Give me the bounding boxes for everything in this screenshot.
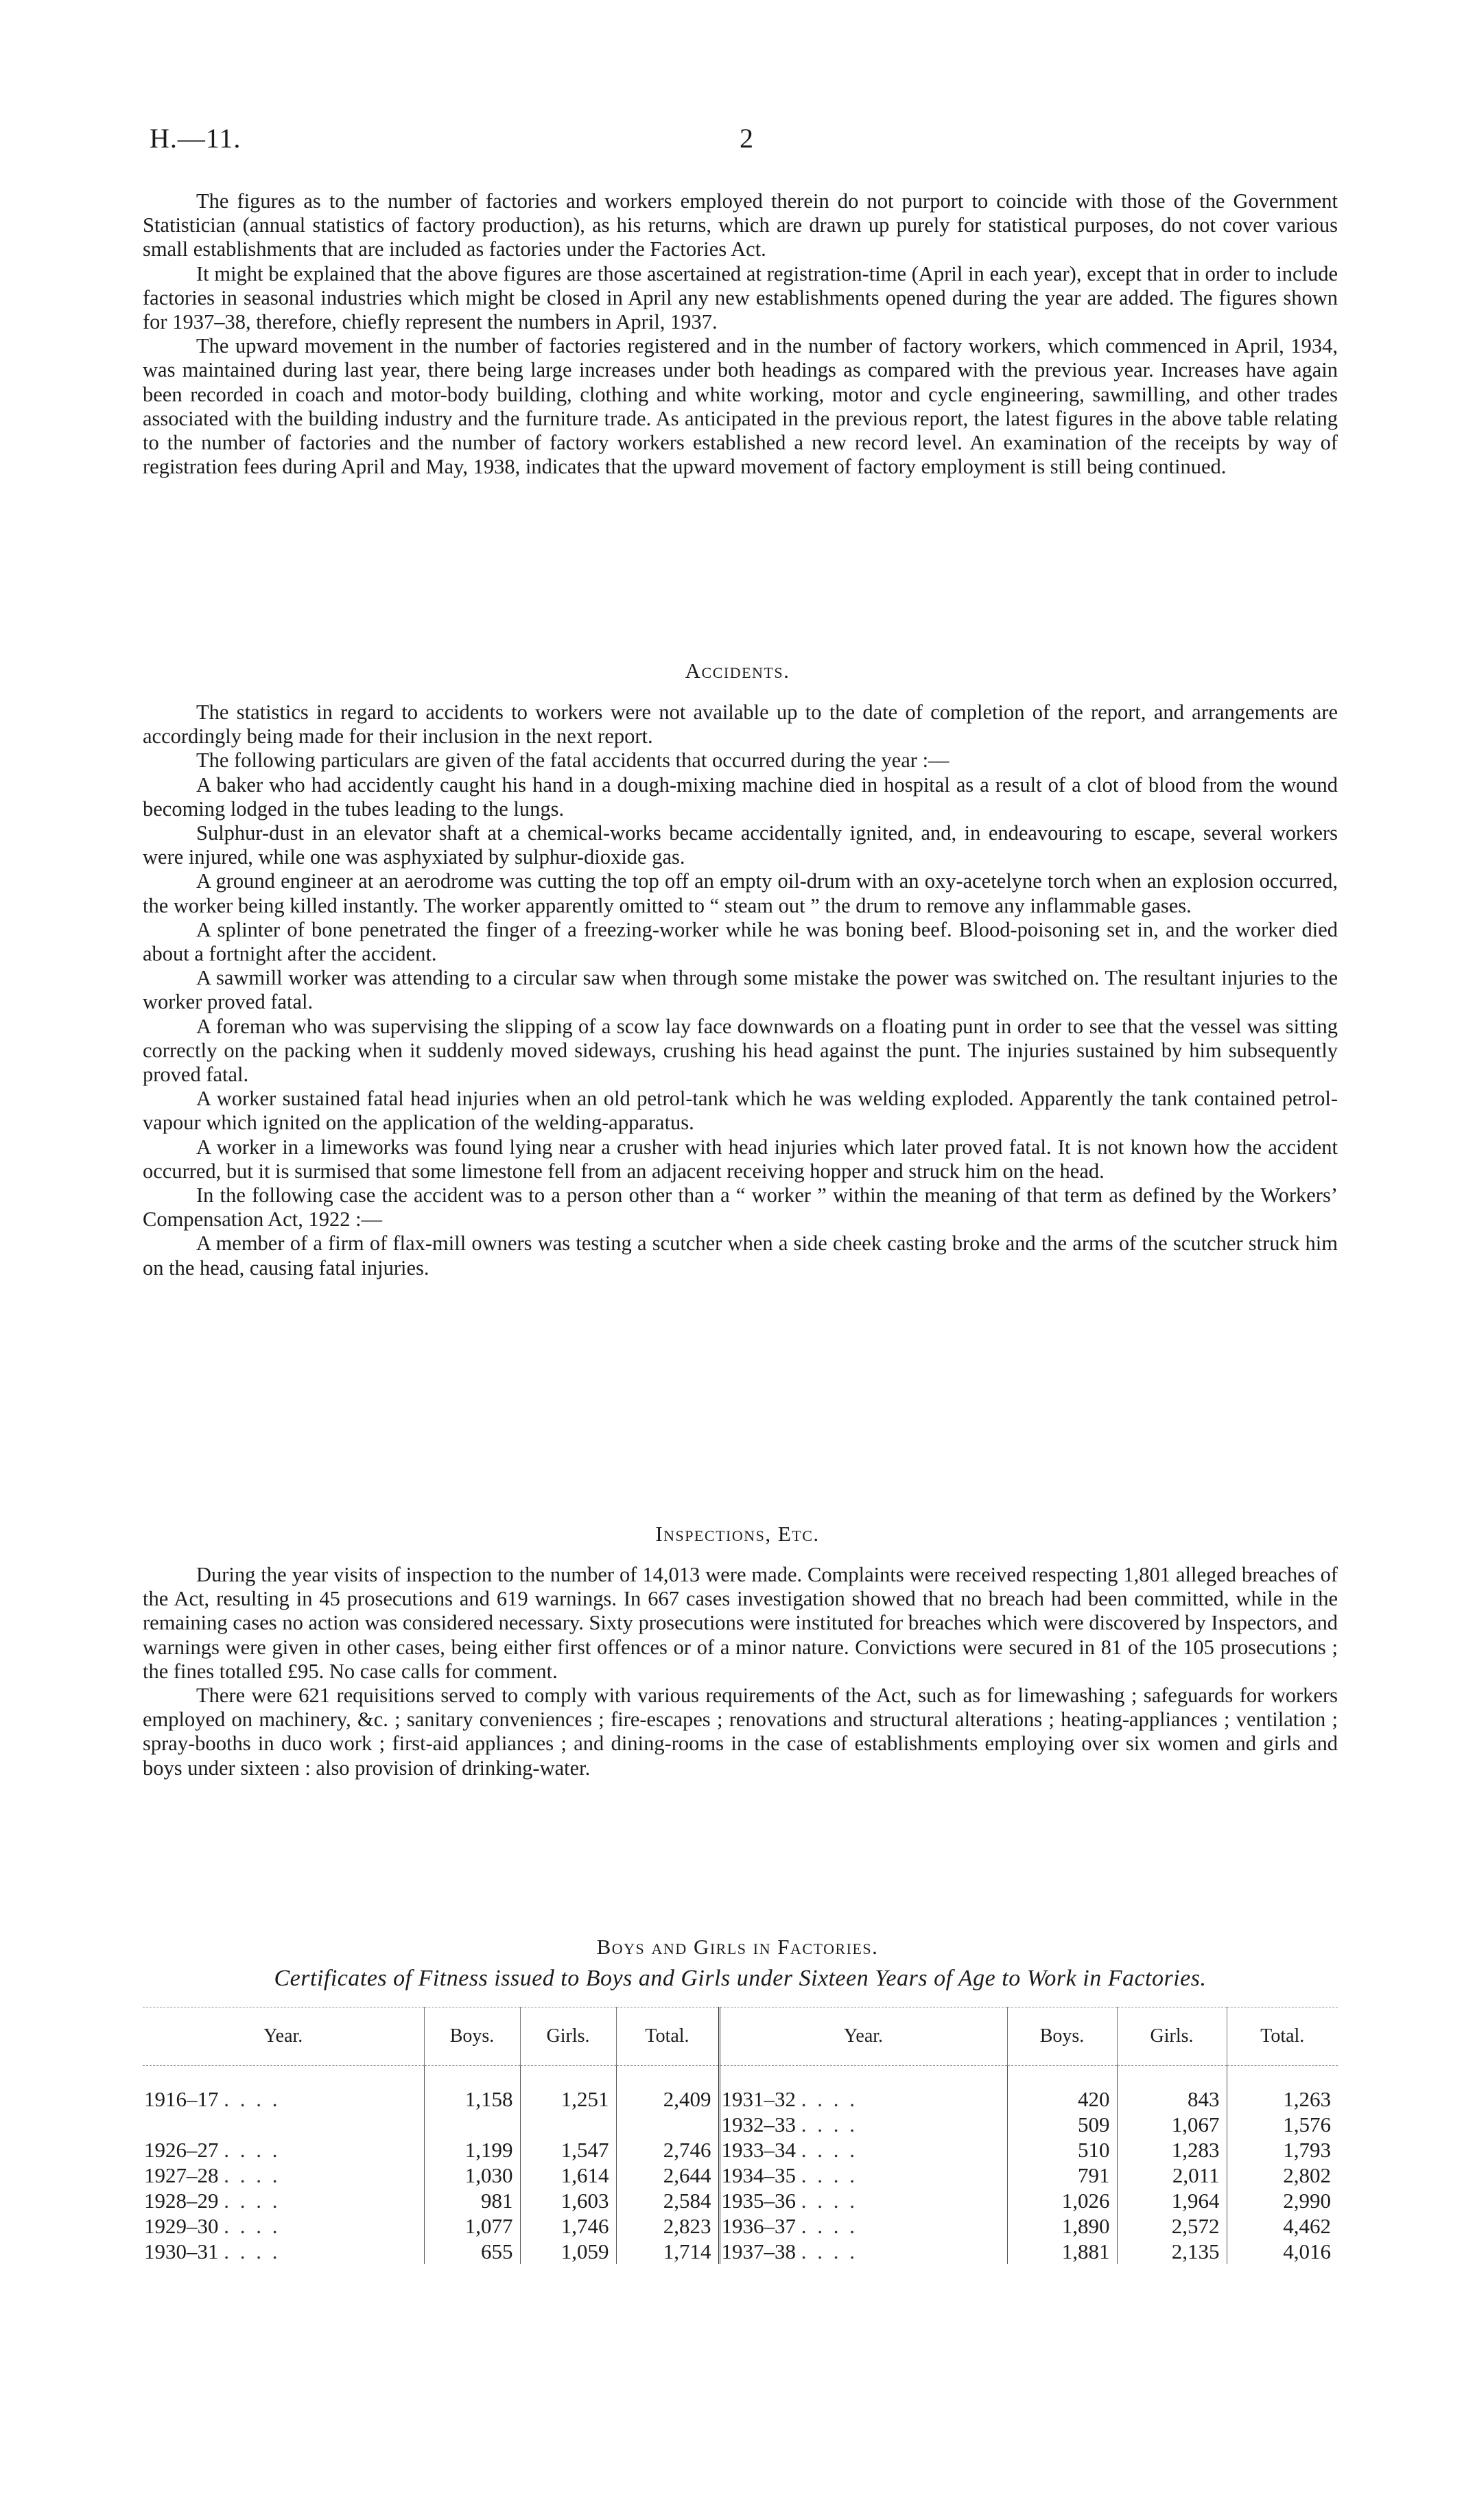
girls-cell: 2,135 bbox=[1117, 2239, 1227, 2264]
paragraph: During the year visits of inspection to the number of 14,013 were made. Complaints were received respecting 1,801 alleged breaches of the Act, resulting in 45 prosecutions and 619 warnings. In 667 cases investigation showed that no breach had been committed, while in the remaining cases no action was considered necessary. Sixty prosecutions were instituted for breaches which were discovered by Inspectors, and warnings were given in other cases, being either first offences or of a minor nature. Convictions were secured in 81 of the 105 prosecutions ; the fines totalled £95. No case calls for comment. bbox=[143, 1563, 1338, 1683]
year-label: 1930–31 bbox=[144, 2239, 219, 2263]
boys-cell: 1,030 bbox=[424, 2163, 520, 2188]
boys-cell bbox=[424, 2112, 520, 2137]
intro-section bbox=[143, 189, 1338, 479]
leader-dots: . . . . bbox=[224, 2188, 281, 2213]
paragraph: A sawmill worker was attending to a circular saw when through some mistake the power was switched on. The resultant injuries to the worker proved fatal. bbox=[143, 966, 1338, 1014]
table-row bbox=[143, 2213, 1338, 2239]
leader-dots: . . . . bbox=[224, 2213, 281, 2238]
certificates-table bbox=[143, 2007, 1338, 2264]
table-row bbox=[143, 2066, 1338, 2112]
accidents-section bbox=[143, 700, 1338, 1280]
paragraph: The following particulars are given of the fatal accidents that occurred during the year :— bbox=[196, 749, 949, 773]
table-row bbox=[143, 2163, 1338, 2188]
boys-cell: 1,199 bbox=[424, 2137, 520, 2163]
column-header-total: Total. bbox=[1227, 2007, 1338, 2066]
accidents-heading: Accidents. bbox=[685, 659, 790, 683]
paragraph: Sulphur-dust in an elevator shaft at a chemical-works became accidentally ignited, and, in endeavouring to escape, several workers were injured, while one was asphyxiated by sulphur-dioxide gas. bbox=[143, 821, 1338, 869]
total-cell: 2,990 bbox=[1227, 2188, 1338, 2213]
boys-cell: 981 bbox=[424, 2188, 520, 2213]
paragraph: The statistics in regard to accidents to workers were not available up to the date of completion of the report, and arrangements are accordingly being made for their inclusion in the next report. bbox=[143, 700, 1338, 749]
boys-cell: 655 bbox=[424, 2239, 520, 2264]
year-cell bbox=[143, 2066, 424, 2112]
column-header-total: Total. bbox=[616, 2007, 719, 2066]
table-row bbox=[143, 2188, 1338, 2213]
paragraph: A ground engineer at an aerodrome was cutting the top off an empty oil-drum with an oxy-acetelyne torch when an explosion occurred, the worker being killed instantly. The worker apparently omitted to “ steam out ” the drum to remove any inflammable gases. bbox=[143, 869, 1338, 917]
boys-cell: 1,158 bbox=[424, 2066, 520, 2112]
total-cell bbox=[616, 2112, 719, 2137]
boys-girls-heading: Boys and Girls in Factories. bbox=[596, 1935, 879, 1959]
paragraph: A worker sustained fatal head injuries when an old petrol-tank which he was welding exploded. Apparently the tank contained petrol-vapour which ignited on the application of the welding-apparatus. bbox=[143, 1087, 1338, 1135]
column-header-year: Year. bbox=[143, 2007, 424, 2066]
year-cell bbox=[143, 2213, 424, 2239]
girls-cell: 843 bbox=[1117, 2066, 1227, 2112]
column-header-year: Year. bbox=[719, 2007, 1007, 2066]
boys-cell: 1,077 bbox=[424, 2213, 520, 2239]
year-cell bbox=[719, 2066, 1007, 2112]
girls-cell: 1,059 bbox=[520, 2239, 616, 2264]
year-cell bbox=[719, 2163, 1007, 2188]
paragraph: The upward movement in the number of factories registered and in the number of factory workers, which commenced in April, 1934, was maintained during last year, there being large increases under both headings as compared with the previous year. Increases have again been recorded in coach and motor-body building, clothing and white working, motor and cycle engineering, sawmilling, and other trades associated with the building industry and the furniture trade. As anticipated in the previous report, the latest figures in the above table relating to the number of factories and the number of factory workers established a new record level. An examination of the receipts by way of registration fees during April and May, 1938, indicates that the upward movement of factory employment is still being continued. bbox=[143, 334, 1338, 479]
paragraph: A worker in a limeworks was found lying near a crusher with head injuries which later proved fatal. It is not known how the accident occurred, but it is surmised that some limestone fell from an adjacent receiving hopper and struck him on the head. bbox=[143, 1135, 1338, 1183]
leader-dots: . . . . bbox=[801, 2188, 858, 2213]
inspections-heading: Inspections, Etc. bbox=[655, 1522, 820, 1546]
year-label: 1929–30 bbox=[144, 2213, 219, 2238]
girls-cell: 2,011 bbox=[1117, 2163, 1227, 2188]
boys-cell: 1,890 bbox=[1007, 2213, 1117, 2239]
year-cell bbox=[719, 2137, 1007, 2163]
leader-dots: . . . . bbox=[224, 2086, 281, 2111]
year-label: 1926–27 bbox=[144, 2137, 219, 2162]
total-cell: 1,714 bbox=[616, 2239, 719, 2264]
inspections-section bbox=[143, 1563, 1338, 1780]
total-cell: 2,644 bbox=[616, 2163, 719, 2188]
total-cell: 4,016 bbox=[1227, 2239, 1338, 2264]
leader-dots: . . . . bbox=[224, 2239, 281, 2263]
year-cell bbox=[719, 2239, 1007, 2264]
paragraph: The figures as to the number of factories and workers employed therein do not purport to coincide with those of the Government Statistician (annual statistics of factory production), as his returns, which are drawn up purely for statistical purposes, do not cover various small establishments that are included as factories under the Factories Act. bbox=[143, 189, 1338, 261]
year-label: 1931–32 bbox=[721, 2086, 796, 2111]
girls-cell: 1,603 bbox=[520, 2188, 616, 2213]
leader-dots: . . . . bbox=[801, 2239, 858, 2263]
year-cell bbox=[143, 2112, 424, 2137]
paragraph: A foreman who was supervising the slipping of a scow lay face downwards on a floating punt in order to see that the vessel was sitting correctly on the packing when it suddenly moved sideways, crushing his head against the punt. The injuries sustained by him subsequently proved fatal. bbox=[143, 1014, 1338, 1087]
paragraph: In the following case the accident was to a person other than a “ worker ” within the meaning of that term as defined by the Workers’ Compensation Act, 1922 :— bbox=[143, 1184, 1338, 1232]
year-label: 1934–35 bbox=[721, 2163, 796, 2187]
year-cell bbox=[143, 2188, 424, 2213]
year-label: 1933–34 bbox=[721, 2137, 796, 2162]
table-row bbox=[143, 2137, 1338, 2163]
paragraph: A splinter of bone penetrated the finger of a freezing-worker while he was boning beef. Blood-poisoning set in, and the worker died about a fortnight after the accident. bbox=[143, 917, 1338, 966]
boys-cell: 1,026 bbox=[1007, 2188, 1117, 2213]
boys-cell: 791 bbox=[1007, 2163, 1117, 2188]
total-cell: 2,823 bbox=[616, 2213, 719, 2239]
leader-dots: . . . . bbox=[801, 2163, 858, 2187]
year-cell bbox=[143, 2163, 424, 2188]
girls-cell: 1,547 bbox=[520, 2137, 616, 2163]
year-cell bbox=[143, 2239, 424, 2264]
column-header-boys: Boys. bbox=[424, 2007, 520, 2066]
boys-cell: 420 bbox=[1007, 2066, 1117, 2112]
girls-cell: 1,746 bbox=[520, 2213, 616, 2239]
year-label: 1916–17 bbox=[144, 2086, 219, 2111]
boys-cell: 510 bbox=[1007, 2137, 1117, 2163]
year-label: 1932–33 bbox=[721, 2112, 796, 2136]
year-label: 1937–38 bbox=[721, 2239, 796, 2263]
total-cell: 1,263 bbox=[1227, 2066, 1338, 2112]
girls-cell: 1,614 bbox=[520, 2163, 616, 2188]
table-row bbox=[143, 2239, 1338, 2264]
boys-cell: 509 bbox=[1007, 2112, 1117, 2137]
year-cell bbox=[719, 2112, 1007, 2137]
leader-dots: . . . . bbox=[224, 2163, 281, 2187]
total-cell: 1,576 bbox=[1227, 2112, 1338, 2137]
table-caption: Certificates of Fitness issued to Boys and Girls under Sixteen Years of Age to Work in Factories. bbox=[274, 1966, 1207, 1991]
leader-dots: . . . . bbox=[224, 2137, 281, 2162]
girls-cell: 1,964 bbox=[1117, 2188, 1227, 2213]
leader-dots: . . . . bbox=[801, 2086, 858, 2111]
girls-cell bbox=[520, 2112, 616, 2137]
page-number: 2 bbox=[740, 123, 753, 154]
total-cell: 2,409 bbox=[616, 2066, 719, 2112]
girls-cell: 1,283 bbox=[1117, 2137, 1227, 2163]
leader-dots: . . . . bbox=[801, 2137, 858, 2162]
year-cell bbox=[143, 2137, 424, 2163]
year-label: 1928–29 bbox=[144, 2188, 219, 2213]
year-label: 1935–36 bbox=[721, 2188, 796, 2213]
table-row bbox=[143, 2112, 1338, 2137]
column-header-boys: Boys. bbox=[1007, 2007, 1117, 2066]
leader-dots: . . . . bbox=[801, 2213, 858, 2238]
girls-cell: 1,067 bbox=[1117, 2112, 1227, 2137]
year-label: 1927–28 bbox=[144, 2163, 219, 2187]
year-cell bbox=[719, 2188, 1007, 2213]
paragraph: A baker who had accidently caught his hand in a dough-mixing machine died in hospital as a result of a clot of blood from the wound becoming lodged in the tubes leading to the lungs. bbox=[143, 773, 1338, 821]
document-reference: H.—11. bbox=[150, 123, 241, 154]
year-cell bbox=[719, 2213, 1007, 2239]
paragraph: There were 621 requisitions served to comply with various requirements of the Act, such as for limewashing ; safeguards for workers employed on machinery, &c. ; sanitary conveniences ; fire-escapes ; renovations and structural alterations ; heating-appliances ; ventilation ; spray-booths in duco work ; first-aid appliances ; and dining-rooms in the case of establishments employing over six women and girls and boys under sixteen : also provision of drinking-water. bbox=[143, 1684, 1338, 1780]
girls-cell: 1,251 bbox=[520, 2066, 616, 2112]
paragraph: It might be explained that the above figures are those ascertained at registration-time (April in each year), except that in order to include factories in seasonal industries which might be closed in April any new establishments opened during the year are added. The figures shown for 1937–38, therefore, chiefly represent the numbers in April, 1937. bbox=[143, 261, 1338, 334]
paragraph: A member of a firm of flax-mill owners was testing a scutcher when a side cheek casting broke and the arms of the scutcher struck him on the head, causing fatal injuries. bbox=[143, 1232, 1338, 1280]
leader-dots: . . . . bbox=[801, 2112, 858, 2136]
boys-cell: 1,881 bbox=[1007, 2239, 1117, 2264]
table-header-row bbox=[143, 2007, 1338, 2066]
total-cell: 4,462 bbox=[1227, 2213, 1338, 2239]
total-cell: 2,746 bbox=[616, 2137, 719, 2163]
column-header-girls: Girls. bbox=[520, 2007, 616, 2066]
total-cell: 2,584 bbox=[616, 2188, 719, 2213]
girls-cell: 2,572 bbox=[1117, 2213, 1227, 2239]
column-header-girls: Girls. bbox=[1117, 2007, 1227, 2066]
year-label: 1936–37 bbox=[721, 2213, 796, 2238]
total-cell: 1,793 bbox=[1227, 2137, 1338, 2163]
total-cell: 2,802 bbox=[1227, 2163, 1338, 2188]
